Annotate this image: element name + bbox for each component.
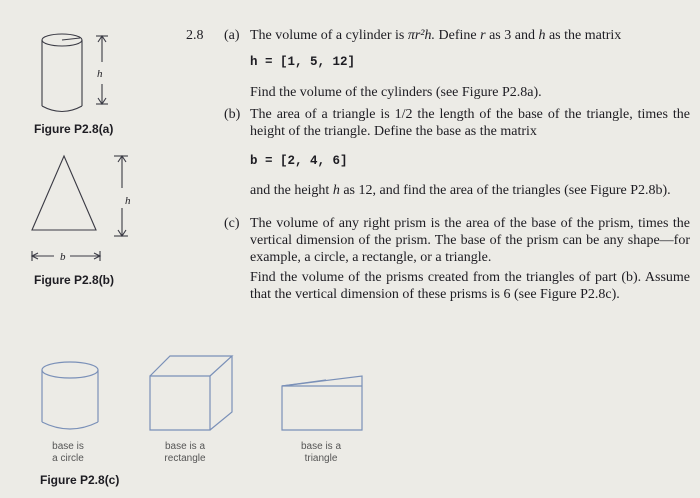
prism-triangle [276,370,376,450]
prism-rectangle-label-1: base is a [164,441,206,452]
cylinder-height-label: h [97,68,103,80]
h-matrix-code: h = [1, 5, 12] [250,55,356,69]
prism-box [140,350,250,440]
prism-triangle-label-1: base is a [300,441,342,452]
figure-b-caption: Figure P2.8(b) [34,273,115,287]
part-a-text-4: as the matrix [545,28,622,43]
b-matrix-code: b = [2, 4, 6] [250,154,348,168]
figure-c-caption: Figure P2.8(c) [40,473,120,487]
prism-circle-label-1: base is [52,441,84,452]
part-b-height-text-2: as 12, and find the area of the triangles (see Figure P2.8b). [339,183,671,198]
prism-cylinder [30,360,110,440]
part-a-text-1: The volume of a cylinder is [250,28,408,43]
cylinder-figure [0,0,120,120]
part-c-find: Find the volume of the prisms created from the triangles of part (b). Assume that the vertical dimension of these prisms is 6 (see Figure P2.8c). [250,270,690,302]
triangle-height-label: h [125,195,131,207]
part-b-height [250,182,690,199]
cylinder-formula: πr²h. [407,28,436,43]
part-a-text-3: as 3 and [485,28,539,43]
triangle-figure [0,140,140,260]
part-a-label: (a) [224,28,240,43]
figure-a-caption: Figure P2.8(a) [34,122,114,136]
triangle-base-label: b [60,251,66,263]
var-r: r [480,28,486,43]
part-b-label: (b) [224,107,241,122]
part-c-text: The volume of any right prism is the area of the base of the prism, times the vertical dimension of the prism. The base of the prism can be any shape—for example, a circle, a rectangle, or a triangle. [250,216,690,265]
problem-number: 2.8 [186,28,204,43]
var-h: h [538,28,546,43]
prism-rectangle-label-2: rectangle [164,453,206,464]
part-b-text: The area of a triangle is 1/2 the length of the base of the triangle, times the height of the triangle. Define the base as the matrix [250,107,690,139]
prism-circle-label-2: a circle [52,453,84,464]
prism-triangle-label-2: triangle [304,453,338,464]
part-b-height-text-1: and the height [250,183,333,198]
var-h-b: h [332,183,340,198]
part-a-text-2: Define [435,28,481,43]
part-a-find: Find the volume of the cylinders (see Figure P2.8a). [250,85,542,100]
part-a-statement [250,27,690,44]
part-c-label: (c) [224,216,240,231]
